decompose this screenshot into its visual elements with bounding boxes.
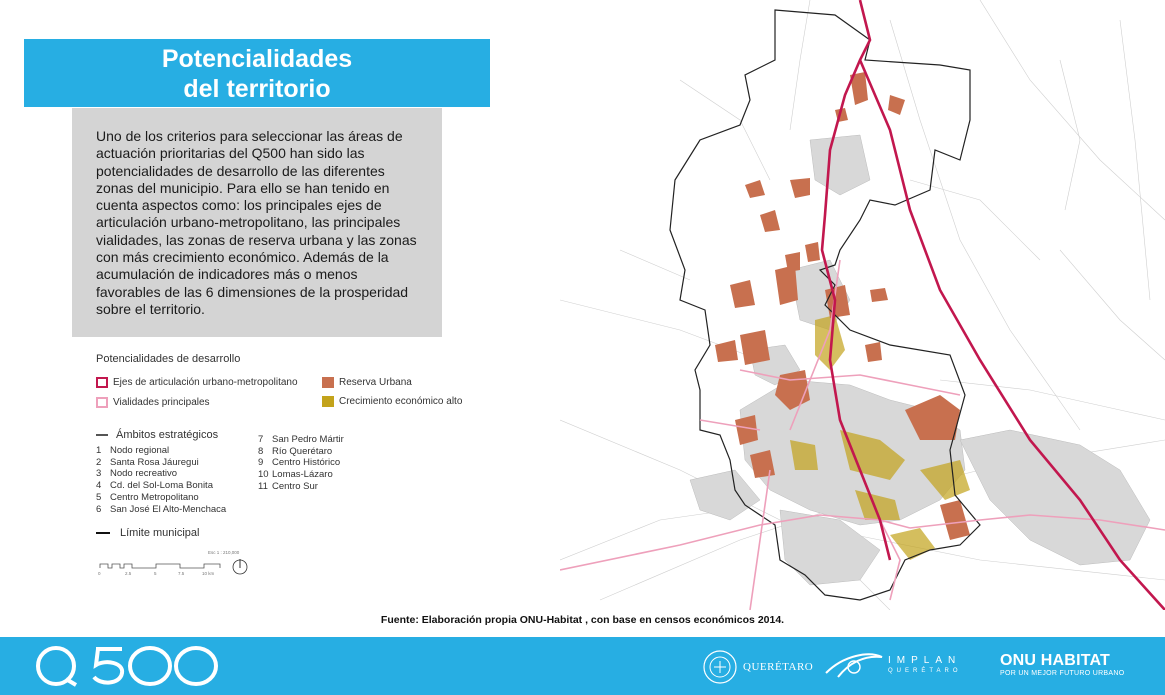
scale-tick-1: 2.5 [125,571,132,576]
legend-label-ejes: Ejes de articulación urbano-metropolitano [113,377,298,388]
ambito-item-11: 11 Centro Sur [258,480,318,492]
scale-bar [98,548,258,578]
legend-label-vialidades: Vialidades principales [113,397,210,408]
north-arrow-icon [233,559,247,574]
q500-logo [34,645,220,687]
ambito-item-9: 9 Centro Histórico [258,457,341,469]
legend-title: Potencialidades de desarrollo [96,353,241,365]
legend-label-reserva: Reserva Urbana [339,377,412,388]
legend-swatch-reserva [322,377,334,388]
ambitos-title: Ámbitos estratégicos [116,429,219,441]
ambito-item-7: 7 San Pedro Mártir [258,434,344,445]
ambito-item-6: 6 San José El Alto-Menchaca [96,503,227,515]
implan-logo [824,647,962,681]
ambito-item-10: 10 Lomas-Lázaro [258,469,333,481]
scale-ruler [100,564,220,568]
onu-habitat-tagline: POR UN MEJOR FUTURO URBANO [1000,670,1125,677]
title-line-1: Potencialidades [161,45,353,73]
ambito-item-2: 2 Santa Rosa Jáuregui [96,456,199,468]
implan-subtext: QUERÉTARO [888,667,962,674]
legend-item-ejes [96,377,298,388]
source-note: Fuente: Elaboración propia ONU-Habitat , con base en censos económicos 2014. [380,614,785,626]
territory-map [560,0,1165,610]
scale-tick-0: 0 [98,571,101,576]
implan-text: IMPLAN [888,654,962,666]
queretaro-logo [700,649,813,685]
queretaro-text: QUERÉTARO [743,661,814,673]
map-legend [96,353,516,539]
legend-item-vialidades [96,397,210,408]
limite-municipal-legend [96,527,516,539]
limite-label: Límite municipal [120,527,200,540]
title-line-2: del territorio [183,75,331,103]
implan-swoosh-icon [824,647,884,681]
footer-bar [0,637,1165,695]
legend-item-reserva [322,377,412,388]
ambito-item-8: 8 Río Querétaro [258,445,333,457]
limite-line-symbol [96,532,110,534]
scale-tick-2: 5 [154,571,157,576]
legend-swatch-vialidades [96,397,108,408]
scale-tick-3: 7.5 [178,571,185,576]
description-box [72,108,442,337]
page-title [24,39,490,107]
ambito-item-5: 5 Centro Metropolitano [96,491,199,503]
onu-habitat-text: ONU HABITAT [1000,652,1111,669]
ambito-item-1: 1 Nodo regional [96,445,170,456]
ambito-item-4: 4 Cd. del Sol-Loma Bonita [96,480,213,492]
queretaro-seal-icon [700,649,740,685]
scale-ratio: Esc 1 : 210,000 [208,550,240,555]
legend-swatch-crecimiento [322,396,334,407]
ambito-item-3: 3 Nodo recreativo [96,468,178,480]
ambitos-line-symbol [96,434,108,436]
scale-tick-4: 10 km [202,571,215,576]
onu-habitat-logo [1000,652,1124,677]
legend-label-crecimiento: Crecimiento económico alto [339,396,463,407]
legend-swatch-ejes [96,377,108,388]
legend-item-crecimiento [322,396,462,407]
description-text: Uno de los criterios para seleccionar las áreas de actuación prioritarias del Q500 han sido las potencialidades de desarrollo de las diferentes zonas del municipio. Para ello se han tenido en cuenta aspectos como: los principales ejes de articulación urbano-metropolitano, las principales vialidades, las zonas de reserva urbana y las zonas con más crecimiento económico. Además de la acumulación de indicadores más o menos favorables de las 6 dimensiones de la prosperidad sobre el territorio. [96,128,417,317]
